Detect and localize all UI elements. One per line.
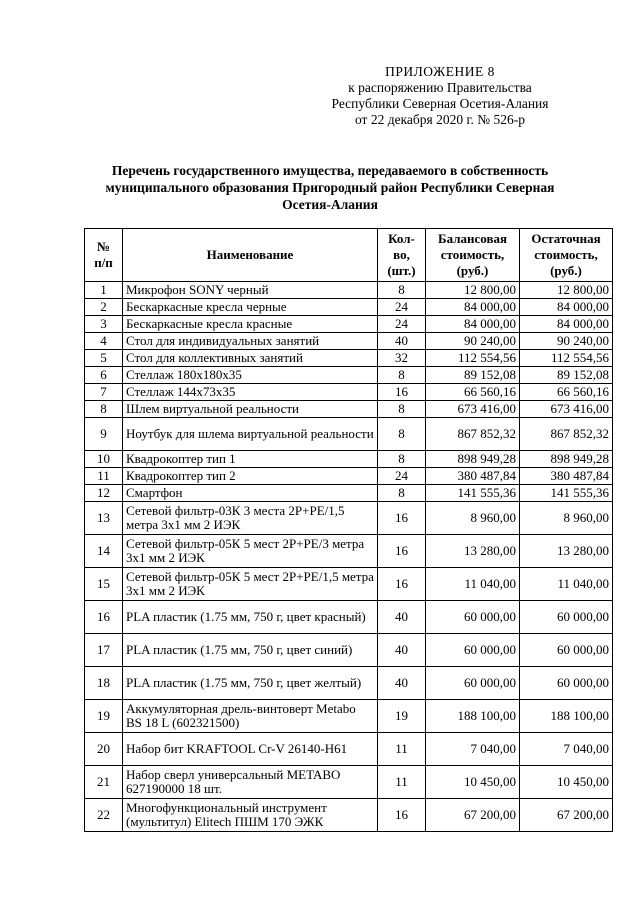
cell-num: 17 bbox=[85, 634, 123, 667]
cell-num: 5 bbox=[85, 350, 123, 367]
cell-qty: 24 bbox=[378, 316, 426, 333]
cell-num: 13 bbox=[85, 502, 123, 535]
cell-residual: 90 240,00 bbox=[520, 333, 613, 350]
appendix-number: ПРИЛОЖЕНИЕ 8 bbox=[385, 64, 495, 79]
cell-residual: 67 200,00 bbox=[520, 799, 613, 832]
cell-qty: 40 bbox=[378, 601, 426, 634]
cell-num: 2 bbox=[85, 299, 123, 316]
table-row bbox=[85, 418, 613, 451]
cell-residual: 11 040,00 bbox=[520, 568, 613, 601]
cell-residual: 13 280,00 bbox=[520, 535, 613, 568]
cell-balance: 12 800,00 bbox=[426, 282, 520, 299]
cell-qty: 16 bbox=[378, 502, 426, 535]
cell-qty: 16 bbox=[378, 384, 426, 401]
table-row bbox=[85, 350, 613, 367]
cell-qty: 40 bbox=[378, 634, 426, 667]
cell-name: PLA пластик (1.75 мм, 750 г, цвет синий) bbox=[123, 634, 378, 667]
cell-balance: 84 000,00 bbox=[426, 299, 520, 316]
cell-qty: 8 bbox=[378, 485, 426, 502]
cell-residual: 898 949,28 bbox=[520, 451, 613, 468]
cell-residual: 141 555,36 bbox=[520, 485, 613, 502]
cell-residual: 8 960,00 bbox=[520, 502, 613, 535]
cell-num: 4 bbox=[85, 333, 123, 350]
cell-qty: 24 bbox=[378, 299, 426, 316]
title-line-1: Перечень государственного имущества, передаваемого в собственность bbox=[111, 163, 549, 178]
table-row bbox=[85, 502, 613, 535]
cell-name: Стол для коллективных занятий bbox=[123, 350, 378, 367]
property-table bbox=[84, 228, 613, 832]
cell-name: Набор бит KRAFTOOL Cr-V 26140-H61 bbox=[123, 733, 378, 766]
cell-balance: 112 554,56 bbox=[426, 350, 520, 367]
cell-name: Ноутбук для шлема виртуальной реальности bbox=[123, 418, 378, 451]
cell-residual: 60 000,00 bbox=[520, 667, 613, 700]
cell-qty: 8 bbox=[378, 367, 426, 384]
cell-balance: 90 240,00 bbox=[426, 333, 520, 350]
cell-balance: 66 560,16 bbox=[426, 384, 520, 401]
cell-name: Шлем виртуальной реальности bbox=[123, 401, 378, 418]
cell-balance: 8 960,00 bbox=[426, 502, 520, 535]
header-balance: Балансовая стоимость, (руб.) bbox=[426, 229, 520, 282]
cell-balance: 60 000,00 bbox=[426, 667, 520, 700]
table-row bbox=[85, 401, 613, 418]
cell-balance: 60 000,00 bbox=[426, 634, 520, 667]
table-row bbox=[85, 634, 613, 667]
cell-name: Квадрокоптер тип 1 bbox=[123, 451, 378, 468]
table-row bbox=[85, 535, 613, 568]
cell-num: 16 bbox=[85, 601, 123, 634]
table-row bbox=[85, 733, 613, 766]
table-row bbox=[85, 799, 613, 832]
table-row bbox=[85, 451, 613, 468]
title-line-3: Осетия-Алания bbox=[282, 197, 378, 212]
cell-balance: 10 450,00 bbox=[426, 766, 520, 799]
cell-name: Стеллаж 144х73х35 bbox=[123, 384, 378, 401]
header-qty: Кол- во, (шт.) bbox=[378, 229, 426, 282]
cell-num: 1 bbox=[85, 282, 123, 299]
cell-qty: 8 bbox=[378, 401, 426, 418]
cell-qty: 8 bbox=[378, 282, 426, 299]
header-residual: Остаточная стоимость, (руб.) bbox=[520, 229, 613, 282]
cell-name: Сетевой фильтр-03К 3 места 2Р+РЕ/1,5 метра 3х1 мм 2 ИЭК bbox=[123, 502, 378, 535]
table-header-row bbox=[85, 229, 613, 282]
cell-name: Сетевой фильтр-05К 5 мест 2Р+РЕ/3 метра 3х1 мм 2 ИЭК bbox=[123, 535, 378, 568]
table-row bbox=[85, 367, 613, 384]
table-row bbox=[85, 468, 613, 485]
cell-num: 12 bbox=[85, 485, 123, 502]
cell-residual: 12 800,00 bbox=[520, 282, 613, 299]
document-title bbox=[70, 162, 590, 213]
cell-residual: 112 554,56 bbox=[520, 350, 613, 367]
cell-balance: 84 000,00 bbox=[426, 316, 520, 333]
cell-name: Стол для индивидуальных занятий bbox=[123, 333, 378, 350]
cell-qty: 11 bbox=[378, 766, 426, 799]
cell-num: 14 bbox=[85, 535, 123, 568]
cell-balance: 89 152,08 bbox=[426, 367, 520, 384]
cell-balance: 673 416,00 bbox=[426, 401, 520, 418]
cell-balance: 13 280,00 bbox=[426, 535, 520, 568]
cell-residual: 89 152,08 bbox=[520, 367, 613, 384]
cell-name: Бескаркасные кресла красные bbox=[123, 316, 378, 333]
cell-qty: 16 bbox=[378, 568, 426, 601]
cell-balance: 7 040,00 bbox=[426, 733, 520, 766]
cell-qty: 32 bbox=[378, 350, 426, 367]
cell-num: 9 bbox=[85, 418, 123, 451]
cell-residual: 673 416,00 bbox=[520, 401, 613, 418]
table-row bbox=[85, 333, 613, 350]
cell-name: Бескаркасные кресла черные bbox=[123, 299, 378, 316]
cell-num: 19 bbox=[85, 700, 123, 733]
header-name: Наименование bbox=[123, 229, 378, 282]
appendix-header bbox=[280, 64, 600, 128]
cell-name: Сетевой фильтр-05К 5 мест 2Р+РЕ/1,5 метра 3х1 мм 2 ИЭК bbox=[123, 568, 378, 601]
cell-qty: 40 bbox=[378, 667, 426, 700]
cell-name: Набор сверл универсальный METABO 627190000 18 шт. bbox=[123, 766, 378, 799]
table-row bbox=[85, 316, 613, 333]
cell-num: 7 bbox=[85, 384, 123, 401]
cell-qty: 24 bbox=[378, 468, 426, 485]
table-row bbox=[85, 766, 613, 799]
cell-num: 3 bbox=[85, 316, 123, 333]
cell-balance: 898 949,28 bbox=[426, 451, 520, 468]
cell-name: PLA пластик (1.75 мм, 750 г, цвет желтый) bbox=[123, 667, 378, 700]
cell-qty: 19 bbox=[378, 700, 426, 733]
table-row bbox=[85, 568, 613, 601]
cell-residual: 60 000,00 bbox=[520, 601, 613, 634]
cell-balance: 67 200,00 bbox=[426, 799, 520, 832]
cell-num: 8 bbox=[85, 401, 123, 418]
cell-num: 15 bbox=[85, 568, 123, 601]
cell-qty: 16 bbox=[378, 799, 426, 832]
cell-balance: 380 487,84 bbox=[426, 468, 520, 485]
cell-balance: 11 040,00 bbox=[426, 568, 520, 601]
cell-residual: 84 000,00 bbox=[520, 299, 613, 316]
cell-qty: 8 bbox=[378, 418, 426, 451]
cell-residual: 188 100,00 bbox=[520, 700, 613, 733]
header-num: № п/п bbox=[85, 229, 123, 282]
table-row bbox=[85, 384, 613, 401]
cell-num: 20 bbox=[85, 733, 123, 766]
appendix-line-2: к распоряжению Правительства bbox=[348, 80, 532, 95]
table-row bbox=[85, 485, 613, 502]
cell-num: 11 bbox=[85, 468, 123, 485]
cell-num: 6 bbox=[85, 367, 123, 384]
title-line-2: муниципального образования Пригородный район Республики Северная bbox=[105, 180, 555, 195]
cell-balance: 141 555,36 bbox=[426, 485, 520, 502]
cell-qty: 16 bbox=[378, 535, 426, 568]
table-row bbox=[85, 299, 613, 316]
cell-residual: 867 852,32 bbox=[520, 418, 613, 451]
cell-name: Микрофон SONY черный bbox=[123, 282, 378, 299]
cell-residual: 10 450,00 bbox=[520, 766, 613, 799]
cell-qty: 11 bbox=[378, 733, 426, 766]
cell-name: Аккумуляторная дрель-винтоверт Metabo BS 18 L (602321500) bbox=[123, 700, 378, 733]
cell-name: Смартфон bbox=[123, 485, 378, 502]
cell-residual: 60 000,00 bbox=[520, 634, 613, 667]
cell-balance: 60 000,00 bbox=[426, 601, 520, 634]
cell-num: 10 bbox=[85, 451, 123, 468]
cell-residual: 66 560,16 bbox=[520, 384, 613, 401]
cell-residual: 84 000,00 bbox=[520, 316, 613, 333]
appendix-line-3: Республики Северная Осетия-Алания bbox=[331, 96, 549, 111]
table-row bbox=[85, 601, 613, 634]
cell-name: PLA пластик (1.75 мм, 750 г, цвет красный) bbox=[123, 601, 378, 634]
cell-qty: 8 bbox=[378, 451, 426, 468]
cell-residual: 7 040,00 bbox=[520, 733, 613, 766]
cell-residual: 380 487,84 bbox=[520, 468, 613, 485]
cell-balance: 188 100,00 bbox=[426, 700, 520, 733]
cell-name: Стеллаж 180х180х35 bbox=[123, 367, 378, 384]
cell-name: Многофункциональный инструмент (мультитул) Elitech ПШМ 170 ЭЖК bbox=[123, 799, 378, 832]
cell-balance: 867 852,32 bbox=[426, 418, 520, 451]
table-row bbox=[85, 667, 613, 700]
table-row bbox=[85, 282, 613, 299]
cell-num: 22 bbox=[85, 799, 123, 832]
cell-qty: 40 bbox=[378, 333, 426, 350]
cell-name: Квадрокоптер тип 2 bbox=[123, 468, 378, 485]
table-row bbox=[85, 700, 613, 733]
appendix-date: от 22 декабря 2020 г. № 526-р bbox=[354, 112, 526, 127]
cell-num: 21 bbox=[85, 766, 123, 799]
cell-num: 18 bbox=[85, 667, 123, 700]
